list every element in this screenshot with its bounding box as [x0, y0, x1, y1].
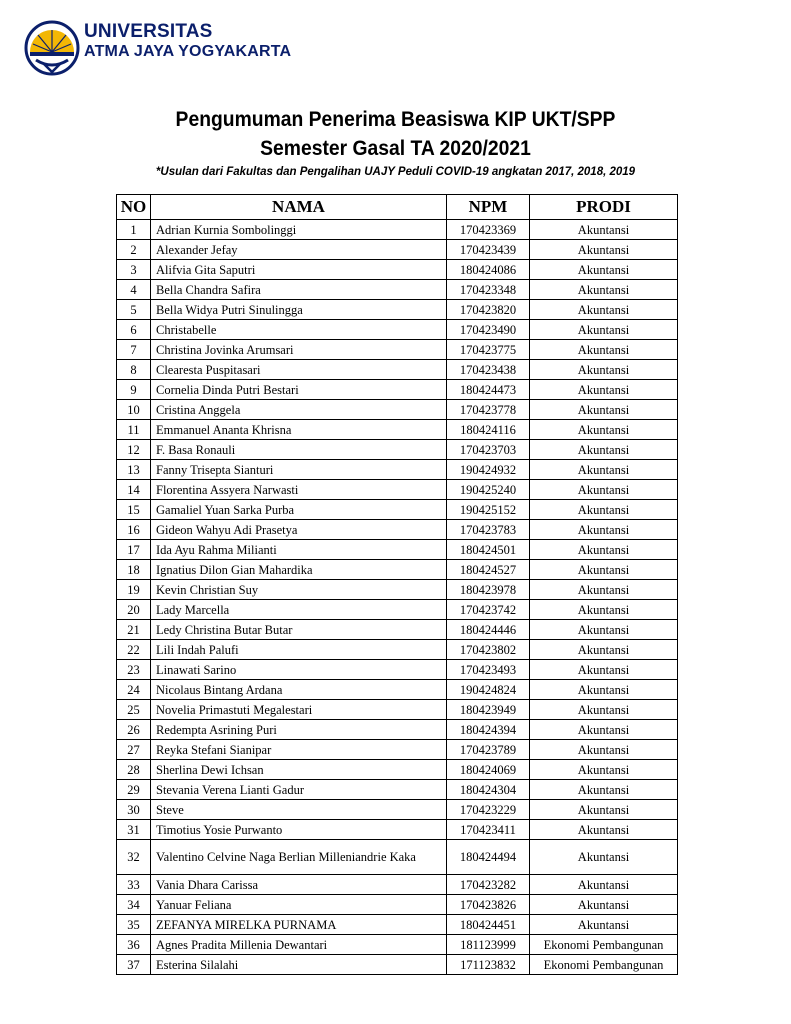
cell-no: 23 — [117, 660, 151, 680]
cell-nama: Clearesta Puspitasari — [151, 360, 447, 380]
cell-nama: ZEFANYA MIRELKA PURNAMA — [151, 915, 447, 935]
table-row — [117, 680, 678, 700]
cell-nama: Alexander Jefay — [151, 240, 447, 260]
cell-no: 4 — [117, 280, 151, 300]
uajy-logo-icon — [22, 18, 82, 78]
cell-no: 20 — [117, 600, 151, 620]
cell-prodi: Akuntansi — [530, 600, 678, 620]
cell-no: 31 — [117, 820, 151, 840]
cell-npm: 170423826 — [447, 895, 530, 915]
cell-npm: 170423411 — [447, 820, 530, 840]
cell-prodi: Akuntansi — [530, 840, 678, 875]
table-row — [117, 360, 678, 380]
cell-nama: Novelia Primastuti Megalestari — [151, 700, 447, 720]
cell-npm: 180424086 — [447, 260, 530, 280]
cell-prodi: Akuntansi — [530, 800, 678, 820]
cell-no: 13 — [117, 460, 151, 480]
cell-nama: F. Basa Ronauli — [151, 440, 447, 460]
cell-prodi: Akuntansi — [530, 360, 678, 380]
cell-no: 12 — [117, 440, 151, 460]
cell-nama: Florentina Assyera Narwasti — [151, 480, 447, 500]
cell-prodi: Akuntansi — [530, 740, 678, 760]
cell-nama: Cornelia Dinda Putri Bestari — [151, 380, 447, 400]
cell-prodi: Akuntansi — [530, 500, 678, 520]
cell-npm: 180424501 — [447, 540, 530, 560]
cell-npm: 170423369 — [447, 220, 530, 240]
cell-prodi: Akuntansi — [530, 540, 678, 560]
table-row — [117, 875, 678, 895]
cell-npm: 170423802 — [447, 640, 530, 660]
cell-nama: Kevin Christian Suy — [151, 580, 447, 600]
table-row — [117, 760, 678, 780]
cell-no: 35 — [117, 915, 151, 935]
table-row — [117, 620, 678, 640]
table-row — [117, 800, 678, 820]
cell-nama: Lady Marcella — [151, 600, 447, 620]
cell-no: 28 — [117, 760, 151, 780]
cell-nama: Fanny Trisepta Sianturi — [151, 460, 447, 480]
cell-nama: Cristina Anggela — [151, 400, 447, 420]
cell-prodi: Akuntansi — [530, 220, 678, 240]
cell-prodi: Akuntansi — [530, 440, 678, 460]
table-row — [117, 740, 678, 760]
table-row — [117, 780, 678, 800]
table-row — [117, 915, 678, 935]
cell-npm: 170423439 — [447, 240, 530, 260]
cell-no: 36 — [117, 935, 151, 955]
cell-prodi: Ekonomi Pembangunan — [530, 955, 678, 975]
table-row — [117, 240, 678, 260]
table-row — [117, 340, 678, 360]
document-subtitle: *Usulan dari Fakultas dan Pengalihan UAJY Peduli COVID-19 angkatan 2017, 2018, 2019 — [155, 166, 636, 178]
cell-prodi: Akuntansi — [530, 760, 678, 780]
cell-no: 7 — [117, 340, 151, 360]
table-row — [117, 700, 678, 720]
cell-nama: Ledy Christina Butar Butar — [151, 620, 447, 640]
table-row — [117, 280, 678, 300]
cell-nama: Redempta Asrining Puri — [151, 720, 447, 740]
col-header-no: NO — [117, 195, 151, 220]
document-semester: Semester Gasal TA 2020/2021 — [260, 137, 531, 160]
cell-npm: 170423490 — [447, 320, 530, 340]
table-row — [117, 500, 678, 520]
cell-no: 11 — [117, 420, 151, 440]
cell-prodi: Akuntansi — [530, 560, 678, 580]
cell-no: 9 — [117, 380, 151, 400]
cell-nama: Timotius Yosie Purwanto — [151, 820, 447, 840]
table-row — [117, 955, 678, 975]
cell-npm: 181123999 — [447, 935, 530, 955]
cell-no: 21 — [117, 620, 151, 640]
cell-npm: 180424527 — [447, 560, 530, 580]
cell-no: 34 — [117, 895, 151, 915]
table-row — [117, 720, 678, 740]
table-row — [117, 540, 678, 560]
cell-no: 2 — [117, 240, 151, 260]
cell-npm: 180424304 — [447, 780, 530, 800]
cell-no: 18 — [117, 560, 151, 580]
cell-prodi: Ekonomi Pembangunan — [530, 935, 678, 955]
cell-npm: 170423775 — [447, 340, 530, 360]
cell-npm: 170423229 — [447, 800, 530, 820]
table-row — [117, 895, 678, 915]
table-row — [117, 935, 678, 955]
table-row — [117, 660, 678, 680]
cell-no: 5 — [117, 300, 151, 320]
cell-prodi: Akuntansi — [530, 875, 678, 895]
cell-nama: Gideon Wahyu Adi Prasetya — [151, 520, 447, 540]
table-row — [117, 420, 678, 440]
cell-prodi: Akuntansi — [530, 700, 678, 720]
cell-no: 30 — [117, 800, 151, 820]
cell-nama: Stevania Verena Lianti Gadur — [151, 780, 447, 800]
cell-no: 37 — [117, 955, 151, 975]
table-row — [117, 480, 678, 500]
cell-npm: 171123832 — [447, 955, 530, 975]
col-header-nama: NAMA — [151, 195, 447, 220]
cell-no: 17 — [117, 540, 151, 560]
cell-nama: Gamaliel Yuan Sarka Purba — [151, 500, 447, 520]
cell-prodi: Akuntansi — [530, 480, 678, 500]
university-line1: UNIVERSITAS — [84, 21, 213, 42]
cell-npm: 170423778 — [447, 400, 530, 420]
table-row — [117, 400, 678, 420]
table-row — [117, 840, 678, 875]
cell-npm: 170423703 — [447, 440, 530, 460]
cell-prodi: Akuntansi — [530, 620, 678, 640]
cell-nama: Christabelle — [151, 320, 447, 340]
table-row — [117, 600, 678, 620]
cell-no: 15 — [117, 500, 151, 520]
cell-prodi: Akuntansi — [530, 720, 678, 740]
cell-nama: Linawati Sarino — [151, 660, 447, 680]
cell-nama: Nicolaus Bintang Ardana — [151, 680, 447, 700]
cell-nama: Emmanuel Ananta Khrisna — [151, 420, 447, 440]
cell-prodi: Akuntansi — [530, 520, 678, 540]
cell-nama: Adrian Kurnia Sombolinggi — [151, 220, 447, 240]
cell-nama: Yanuar Feliana — [151, 895, 447, 915]
cell-npm: 180424494 — [447, 840, 530, 875]
cell-prodi: Akuntansi — [530, 300, 678, 320]
cell-no: 6 — [117, 320, 151, 340]
cell-npm: 180424451 — [447, 915, 530, 935]
table-row — [117, 220, 678, 240]
cell-npm: 180424394 — [447, 720, 530, 740]
cell-npm: 190425240 — [447, 480, 530, 500]
table-row — [117, 380, 678, 400]
table-row — [117, 440, 678, 460]
cell-prodi: Akuntansi — [530, 580, 678, 600]
cell-no: 29 — [117, 780, 151, 800]
cell-no: 8 — [117, 360, 151, 380]
table-row — [117, 260, 678, 280]
cell-no: 22 — [117, 640, 151, 660]
cell-no: 32 — [117, 840, 151, 875]
table-row — [117, 300, 678, 320]
cell-nama: Reyka Stefani Sianipar — [151, 740, 447, 760]
cell-npm: 170423493 — [447, 660, 530, 680]
cell-no: 26 — [117, 720, 151, 740]
cell-npm: 190424824 — [447, 680, 530, 700]
cell-npm: 180424473 — [447, 380, 530, 400]
cell-nama: Bella Widya Putri Sinulingga — [151, 300, 447, 320]
cell-prodi: Akuntansi — [530, 780, 678, 800]
cell-nama: Bella Chandra Safira — [151, 280, 447, 300]
cell-prodi: Akuntansi — [530, 820, 678, 840]
cell-prodi: Akuntansi — [530, 400, 678, 420]
cell-prodi: Akuntansi — [530, 320, 678, 340]
cell-nama: Esterina Silalahi — [151, 955, 447, 975]
cell-prodi: Akuntansi — [530, 460, 678, 480]
university-line2: ATMA JAYA YOGYAKARTA — [84, 43, 292, 60]
cell-npm: 190424932 — [447, 460, 530, 480]
cell-npm: 190425152 — [447, 500, 530, 520]
cell-nama: Vania Dhara Carissa — [151, 875, 447, 895]
cell-nama: Ida Ayu Rahma Milianti — [151, 540, 447, 560]
table-row — [117, 580, 678, 600]
cell-npm: 170423348 — [447, 280, 530, 300]
cell-prodi: Akuntansi — [530, 915, 678, 935]
cell-nama: Lili Indah Palufi — [151, 640, 447, 660]
col-header-npm: NPM — [447, 195, 530, 220]
recipients-table — [116, 194, 678, 975]
cell-prodi: Akuntansi — [530, 380, 678, 400]
table-header-row — [117, 195, 678, 220]
table-row — [117, 820, 678, 840]
table-row — [117, 460, 678, 480]
cell-npm: 180423949 — [447, 700, 530, 720]
cell-nama: Ignatius Dilon Gian Mahardika — [151, 560, 447, 580]
cell-prodi: Akuntansi — [530, 260, 678, 280]
cell-nama: Agnes Pradita Millenia Dewantari — [151, 935, 447, 955]
table-row — [117, 320, 678, 340]
cell-no: 3 — [117, 260, 151, 280]
cell-npm: 180424069 — [447, 760, 530, 780]
table-row — [117, 640, 678, 660]
cell-no: 19 — [117, 580, 151, 600]
cell-npm: 180424116 — [447, 420, 530, 440]
cell-npm: 180424446 — [447, 620, 530, 640]
cell-npm: 170423282 — [447, 875, 530, 895]
table-row — [117, 520, 678, 540]
cell-nama: Alifvia Gita Saputri — [151, 260, 447, 280]
cell-npm: 170423783 — [447, 520, 530, 540]
cell-prodi: Akuntansi — [530, 895, 678, 915]
cell-prodi: Akuntansi — [530, 420, 678, 440]
cell-nama: Christina Jovinka Arumsari — [151, 340, 447, 360]
cell-npm: 170423789 — [447, 740, 530, 760]
cell-no: 10 — [117, 400, 151, 420]
cell-prodi: Akuntansi — [530, 640, 678, 660]
cell-prodi: Akuntansi — [530, 660, 678, 680]
cell-npm: 170423438 — [447, 360, 530, 380]
table-row — [117, 560, 678, 580]
cell-no: 27 — [117, 740, 151, 760]
cell-no: 25 — [117, 700, 151, 720]
cell-no: 33 — [117, 875, 151, 895]
cell-prodi: Akuntansi — [530, 280, 678, 300]
cell-no: 24 — [117, 680, 151, 700]
cell-nama: Steve — [151, 800, 447, 820]
cell-npm: 170423742 — [447, 600, 530, 620]
cell-no: 16 — [117, 520, 151, 540]
cell-prodi: Akuntansi — [530, 680, 678, 700]
cell-prodi: Akuntansi — [530, 240, 678, 260]
cell-npm: 180423978 — [447, 580, 530, 600]
cell-prodi: Akuntansi — [530, 340, 678, 360]
cell-nama: Sherlina Dewi Ichsan — [151, 760, 447, 780]
cell-npm: 170423820 — [447, 300, 530, 320]
col-header-prodi: PRODI — [530, 195, 678, 220]
university-name — [84, 22, 291, 62]
cell-no: 1 — [117, 220, 151, 240]
cell-nama: Valentino Celvine Naga Berlian Milleniandrie Kaka — [151, 840, 447, 875]
document-title: Pengumuman Penerima Beasiswa KIP UKT/SPP — [175, 108, 616, 131]
cell-no: 14 — [117, 480, 151, 500]
